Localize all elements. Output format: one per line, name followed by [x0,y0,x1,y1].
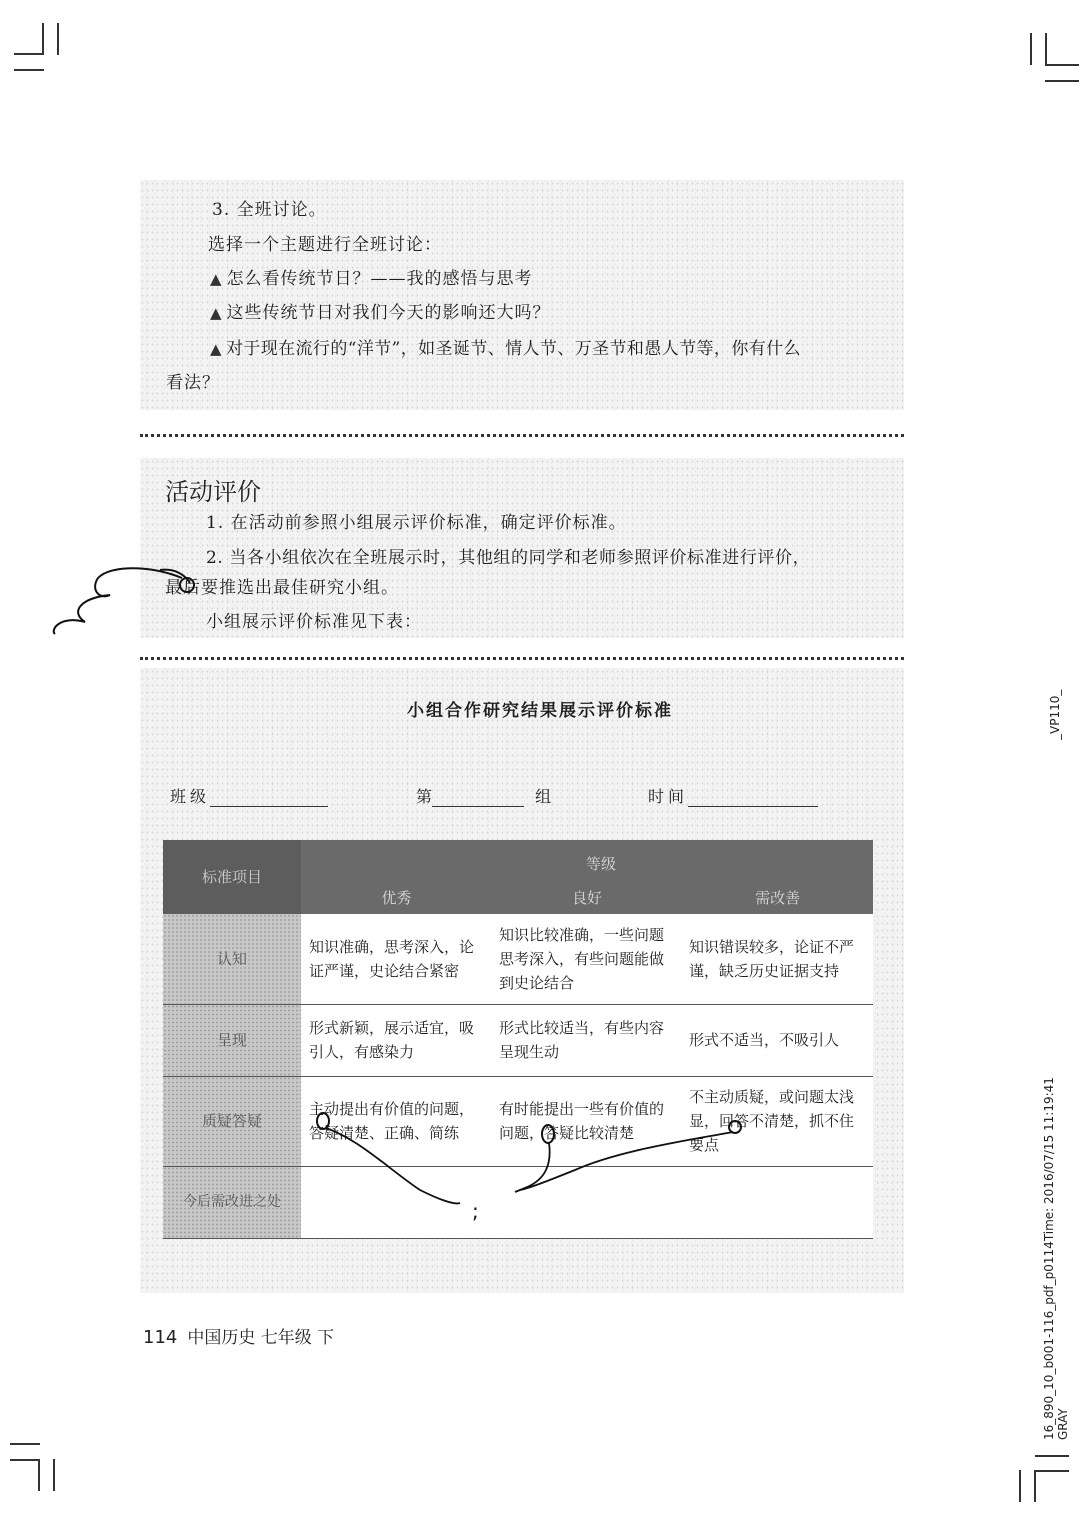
crop-mark-top-left [42,23,44,55]
table-cell: 主动提出有价值的问题，答疑清楚、正确、简练 [301,1076,491,1166]
evaluation-item: 1. 在活动前参照小组展示评价标准，确定评价标准。 [206,513,627,533]
evaluation-table-note: 小组展示评价标准见下表： [206,612,422,632]
row-criterion: 质疑答疑 [163,1076,301,1166]
triangle-bullet-icon: ▲ [210,270,223,288]
time-input[interactable] [688,788,818,807]
evaluation-table [163,840,873,1239]
crop-mark-bottom-left [53,1459,55,1491]
discussion-heading: 3. 全班讨论。 [212,200,327,220]
table-cell: 形式比较适当，有些内容呈现生动 [491,1004,681,1076]
crop-mark-bottom-right [1035,1470,1069,1472]
page-footer [143,1323,334,1348]
page-number: 114 [143,1327,178,1348]
evaluation-item-continued: 最后要推选出最佳研究小组。 [165,578,399,598]
class-input[interactable] [210,788,328,807]
triangle-bullet-icon: ▲ [210,340,222,358]
crop-mark-bottom-right [1034,1470,1036,1502]
improvement-cell[interactable] [301,1166,491,1238]
scan-mode: GRAY [1056,1408,1070,1440]
crop-mark-top-right [1045,80,1079,82]
scan-info: 16_890_10_b001-116_pdf_p0114Time: 2016/07/15 11:19:41 [1042,1077,1056,1440]
divider-dotted [140,434,904,437]
discussion-topic-continued: 看法？ [166,373,220,393]
crop-mark-top-right [1045,33,1047,65]
table-row [163,914,873,1004]
crop-mark-top-right [1030,33,1032,65]
header-level-excellent: 优秀 [381,889,412,907]
class-label: 班级 [170,787,211,806]
header-level-good: 良好 [572,889,603,907]
time-label: 时间 [648,787,689,806]
header-criteria: 标准项目 [163,840,301,914]
crop-mark-bottom-right [1035,1455,1069,1457]
ink-semicolon-mark: ; [472,1199,479,1223]
improvement-cell[interactable] [681,1166,873,1238]
table-row [163,1004,873,1076]
header-level-needs-improvement: 需改善 [755,889,801,907]
form-field-class [170,784,328,807]
triangle-bullet-icon: ▲ [210,304,223,322]
crop-mark-top-right [1045,64,1079,66]
margin-code: _VP110_ [1048,689,1062,740]
discussion-topic: ▲ 怎么看传统节日？——我的感悟与思考 [210,269,533,289]
table-cell: 知识比较准确，一些问题思考深入，有些问题能做到史论结合 [491,914,681,1004]
book-title: 中国历史 七年级 下 [187,1328,335,1348]
crop-mark-bottom-left [10,1459,40,1461]
table-cell: 知识错误较多，论证不严谨，缺乏历史证据支持 [681,914,873,1004]
crop-mark-bottom-left [38,1459,40,1491]
row-criterion: 认知 [163,914,301,1004]
group-input[interactable] [432,788,524,807]
table-cell: 形式不适当，不吸引人 [681,1004,873,1076]
form-field-time [648,784,818,807]
header-grade-group [301,840,873,914]
discussion-topic: ▲ 这些传统节日对我们今天的影响还大吗？ [210,303,551,323]
discussion-topic: ▲ 对于现在流行的“洋节”，如圣诞节、情人节、万圣节和愚人节等，你有什么 [210,339,801,359]
crop-mark-top-left [57,23,59,55]
group-suffix: 组 [535,787,552,806]
evaluation-item: 2. 当各小组依次在全班展示时，其他组的同学和老师参照评价标准进行评价， [206,548,811,568]
table-row [163,1166,873,1238]
table-cell: 不主动质疑，或问题太浅显，回答不清楚，抓不住要点 [681,1076,873,1166]
group-prefix: 第 [416,787,433,806]
crop-mark-bottom-right [1019,1470,1021,1502]
header-grade: 等级 [585,855,616,873]
discussion-intro: 选择一个主题进行全班讨论： [208,235,442,255]
crop-mark-top-left [14,69,44,71]
form-field-group [416,784,551,807]
crop-mark-bottom-left [10,1443,40,1445]
table-cell: 知识准确，思考深入，论证严谨，史论结合紧密 [301,914,491,1004]
table-title: 小组合作研究结果展示评价标准 [407,701,673,721]
row-criterion: 今后需改进之处 [163,1166,301,1238]
header-levels [301,886,873,910]
improvement-cell[interactable] [491,1166,681,1238]
crop-mark-top-left [14,53,44,55]
table-cell: 形式新颖，展示适宜，吸引人，有感染力 [301,1004,491,1076]
row-criterion: 呈现 [163,1004,301,1076]
table-row [163,1076,873,1166]
divider-dotted [140,657,904,660]
table-cell: 有时能提出一些有价值的问题，答疑比较清楚 [491,1076,681,1166]
section-title: 活动评价 [165,478,261,506]
